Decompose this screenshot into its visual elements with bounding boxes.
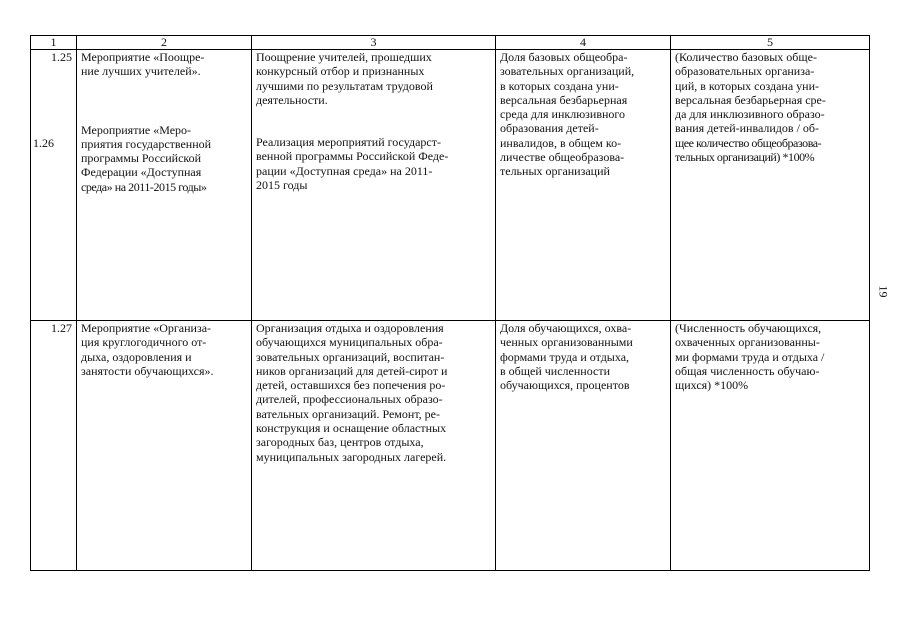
column-header-5: 5 bbox=[671, 36, 870, 50]
indicator-cell bbox=[496, 50, 671, 321]
event-description: Поощрение учителей, прошедших конкурсный отбор и признанных лучшими по результатам трудовой деятельности. bbox=[256, 50, 433, 107]
table-row bbox=[31, 321, 870, 571]
indicator-formula: (Количество базовых обще- образовательных организа- ций, в которых создана уни- версальная безбарьерная сре- да для инклюзивного образо- вания детей-инвалидов / об- bbox=[675, 50, 826, 136]
event-description: Реализация мероприятий государст- венной программы Российской Феде- рации «Доступная среда» на 2011- 2015 годы bbox=[256, 135, 449, 193]
column-header-1: 1 bbox=[31, 36, 77, 50]
indicator-name: Доля обучающихся, охва- ченных организованными формами труда и отдыха, в общей численности обучающихся, процентов bbox=[496, 321, 671, 571]
event-name: Мероприятие «Организа- ция круглогодичного от- дыха, оздоровления и занятости обучающихся». bbox=[77, 321, 252, 571]
row-number: 1.25 bbox=[51, 50, 72, 64]
formula-cell bbox=[671, 50, 870, 321]
event-cell bbox=[77, 50, 252, 321]
indicator-formula-continued: щее количество общеобразова- тельных организаций) *100% bbox=[675, 135, 822, 165]
column-header-2: 2 bbox=[77, 36, 252, 50]
event-name-continued: среда» на 2011-2015 годы» bbox=[81, 179, 207, 194]
description-cell bbox=[252, 50, 496, 321]
indicator-formula: (Численность обучающихся, охваченных организованны- ми формами труда и отдыха / общая численность обучаю- щихся) *100% bbox=[671, 321, 870, 571]
row-number: 1.27 bbox=[31, 321, 77, 571]
event-name: Мероприятие «Меро- приятия государственной программы Российской Федерации «Доступная bbox=[81, 122, 212, 180]
column-header-4: 4 bbox=[496, 36, 671, 50]
indicator-name: Доля базовых общеобра- зовательных организаций, в которых создана уни- версальная безбарьерная среда для инклюзивного образования детей- инвалидов, в общем ко- личестве общеобразова- тельных организаций bbox=[500, 50, 635, 179]
row-number-cell bbox=[31, 50, 77, 321]
page-number: 19 bbox=[876, 285, 891, 298]
row-number: 1.26 bbox=[33, 136, 54, 151]
column-header-3: 3 bbox=[252, 36, 496, 50]
event-name: Мероприятие «Поощре- ние лучших учителей». bbox=[81, 50, 205, 79]
event-description: Организация отдыха и оздоровления обучающихся муниципальных обра- зовательных организаций, воспитан- ников организаций для детей-сирот и детей, оставшихся без попечения ро- дителей, профессиональных образо- вательных организаций. Ремонт, ре- конструкция и оснащение областных загородных баз, центров отдыха, муниципальных загородных лагерей. bbox=[252, 321, 496, 571]
indicators-table bbox=[30, 35, 870, 571]
table-header-row bbox=[31, 36, 870, 50]
table-row bbox=[31, 50, 870, 321]
